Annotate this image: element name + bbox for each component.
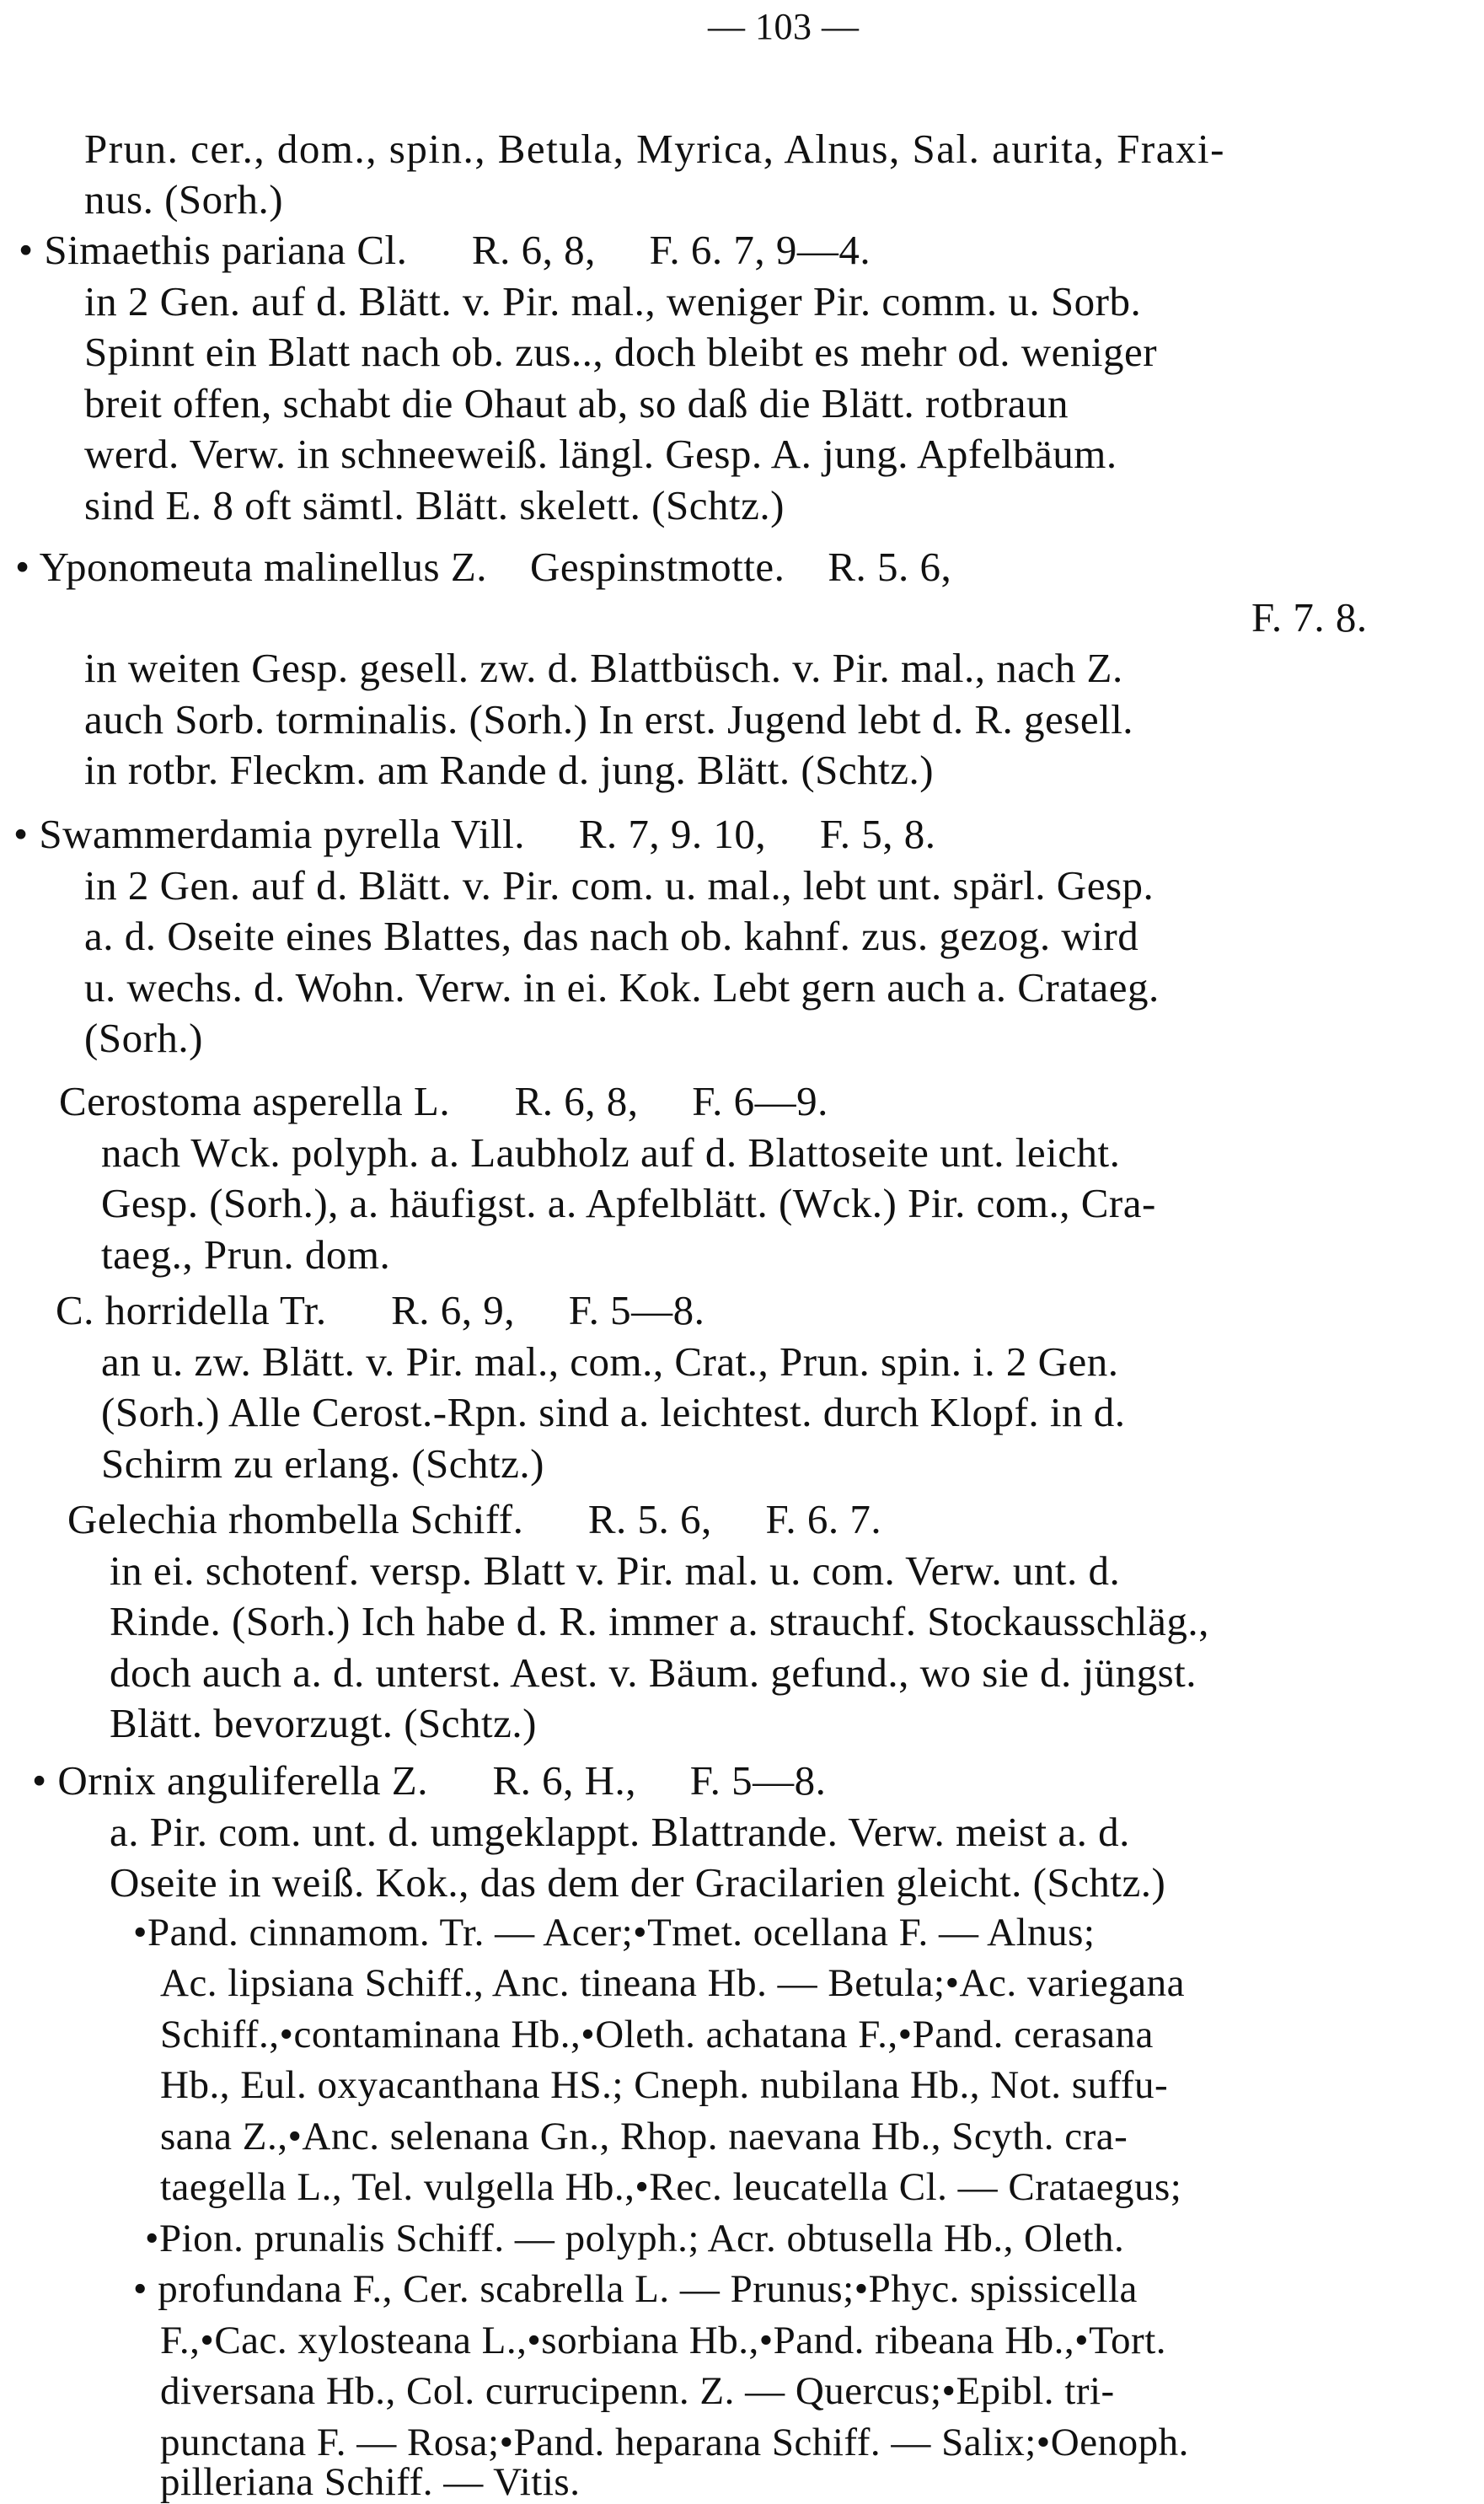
host-list-line: pilleriana Schiff. — Vitis. [160,2460,581,2504]
text-line: Blätt. bevorzugt. (Schtz.) [110,1700,537,1746]
entry-heading-swammerdamia: • Swammerdamia pyrella Vill. R. 7, 9. 10, F. 5, 8. [13,811,936,857]
text-line: an u. zw. Blätt. v. Pir. mal., com., Crat., Prun. spin. i. 2 Gen. [101,1338,1119,1385]
text-line: doch auch a. d. unterst. Aest. v. Bäum. gefund., wo sie d. jüngst. [110,1649,1197,1696]
text-line: taeg., Prun. dom. [101,1231,391,1278]
text-line: a. Pir. com. unt. d. umgeklappt. Blattrande. Verw. meist a. d. [110,1809,1130,1855]
host-list-line: punctana F. — Rosa;•Pand. heparana Schiff. — Salix;•Oenoph. [160,2421,1189,2464]
entry-heading-c-horridella: C. horridella Tr. R. 6, 9, F. 5—8. [56,1287,705,1333]
text-line: Gesp. (Sorh.), a. häufigst. a. Apfelblätt. (Wck.) Pir. com., Cra- [101,1180,1156,1226]
text-line: Spinnt ein Blatt nach ob. zus.., doch bleibt es mehr od. weniger [84,329,1158,375]
text-line: in 2 Gen. auf d. Blätt. v. Pir. mal., weniger Pir. comm. u. Sorb. [84,278,1142,324]
text-line: nach Wck. polyph. a. Laubholz auf d. Blattoseite unt. leicht. [101,1129,1121,1176]
text-line: (Sorh.) Alle Cerost.-Rpn. sind a. leichtest. durch Klopf. in d. [101,1389,1126,1435]
entry-heading-ornix: • Ornix anguliferella Z. R. 6, H., F. 5—8. [32,1757,827,1804]
text-line: F. 7. 8. [1251,594,1368,641]
text-line: (Sorh.) [84,1015,203,1061]
entry-heading-simaethis: • Simaethis pariana Cl. R. 6, 8, F. 6. 7, 9—4. [19,227,871,273]
text-line: werd. Verw. in schneeweiß. längl. Gesp. A. jung. Apfelbäum. [84,431,1117,477]
text-line: nus. (Sorh.) [84,176,284,223]
host-list-line: • profundana F., Cer. scabrella L. — Prunus;•Phyc. spissicella [133,2267,1138,2311]
entry-heading-gelechia: Gelechia rhombella Schiff. R. 5. 6, F. 6. 7. [67,1496,882,1542]
text-line: auch Sorb. torminalis. (Sorh.) In erst. Jugend lebt d. R. gesell. [84,696,1134,743]
text-line: Schirm zu erlang. (Schtz.) [101,1440,544,1487]
host-list-line: F.,•Cac. xylosteana L.,•sorbiana Hb.,•Pand. ribeana Hb.,•Tort. [160,2319,1166,2362]
page-number: — 103 — [708,6,860,47]
host-list-line: •Pand. cinnamom. Tr. — Acer;•Tmet. ocellana F. — Alnus; [133,1911,1096,1954]
text-line: in weiten Gesp. gesell. zw. d. Blattbüsch. v. Pir. mal., nach Z. [84,645,1123,691]
text-line: a. d. Oseite eines Blattes, das nach ob. kahnf. zus. gezog. wird [84,913,1139,959]
entry-heading-cerostoma: Cerostoma asperella L. R. 6, 8, F. 6—9. [59,1078,828,1124]
entry-heading-yponomeuta: • Yponomeuta malinellus Z. Gespinstmotte. R. 5. 6, [15,544,952,590]
host-list-line: •Pion. prunalis Schiff. — polyph.; Acr. obtusella Hb., Oleth. [145,2217,1125,2260]
host-list-line: Ac. lipsiana Schiff., Anc. tineana Hb. — Betula;•Ac. variegana [160,1961,1186,2005]
text-line: Rinde. (Sorh.) Ich habe d. R. immer a. strauchf. Stockausschläg., [110,1598,1209,1644]
text-line: sind E. 8 oft sämtl. Blätt. skelett. (Schtz.) [84,482,785,528]
host-list-line: sana Z.,•Anc. selenana Gn., Rhop. naevana Hb., Scyth. cra- [160,2115,1128,2158]
text-line: Oseite in weiß. Kok., das dem der Gracilarien gleicht. (Schtz.) [110,1859,1166,1906]
host-list-line: Schiff.,•contaminana Hb.,•Oleth. achatana F.,•Pand. cerasana [160,2013,1154,2056]
host-list-line: diversana Hb., Col. currucipenn. Z. — Quercus;•Epibl. tri- [160,2369,1115,2413]
text-line: u. wechs. d. Wohn. Verw. in ei. Kok. Lebt gern auch a. Crataeg. [84,964,1160,1011]
text-line: in ei. schotenf. versp. Blatt v. Pir. mal. u. com. Verw. unt. d. [110,1547,1121,1594]
text-line: in 2 Gen. auf d. Blätt. v. Pir. com. u. mal., lebt unt. spärl. Gesp. [84,862,1155,909]
text-line: breit offen, schabt die Ohaut ab, so daß die Blätt. rotbraun [84,380,1069,426]
text-line: in rotbr. Fleckm. am Rande d. jung. Blätt. (Schtz.) [84,747,935,793]
text-line: Prun. cer., dom., spin., Betula, Myrica, Alnus, Sal. aurita, Fraxi- [84,126,1225,172]
host-list-line: Hb., Eul. oxyacanthana HS.; Cneph. nubilana Hb., Not. suffu- [160,2063,1169,2107]
host-list-line: taegella L., Tel. vulgella Hb.,•Rec. leucatella Cl. — Crataegus; [160,2165,1182,2209]
